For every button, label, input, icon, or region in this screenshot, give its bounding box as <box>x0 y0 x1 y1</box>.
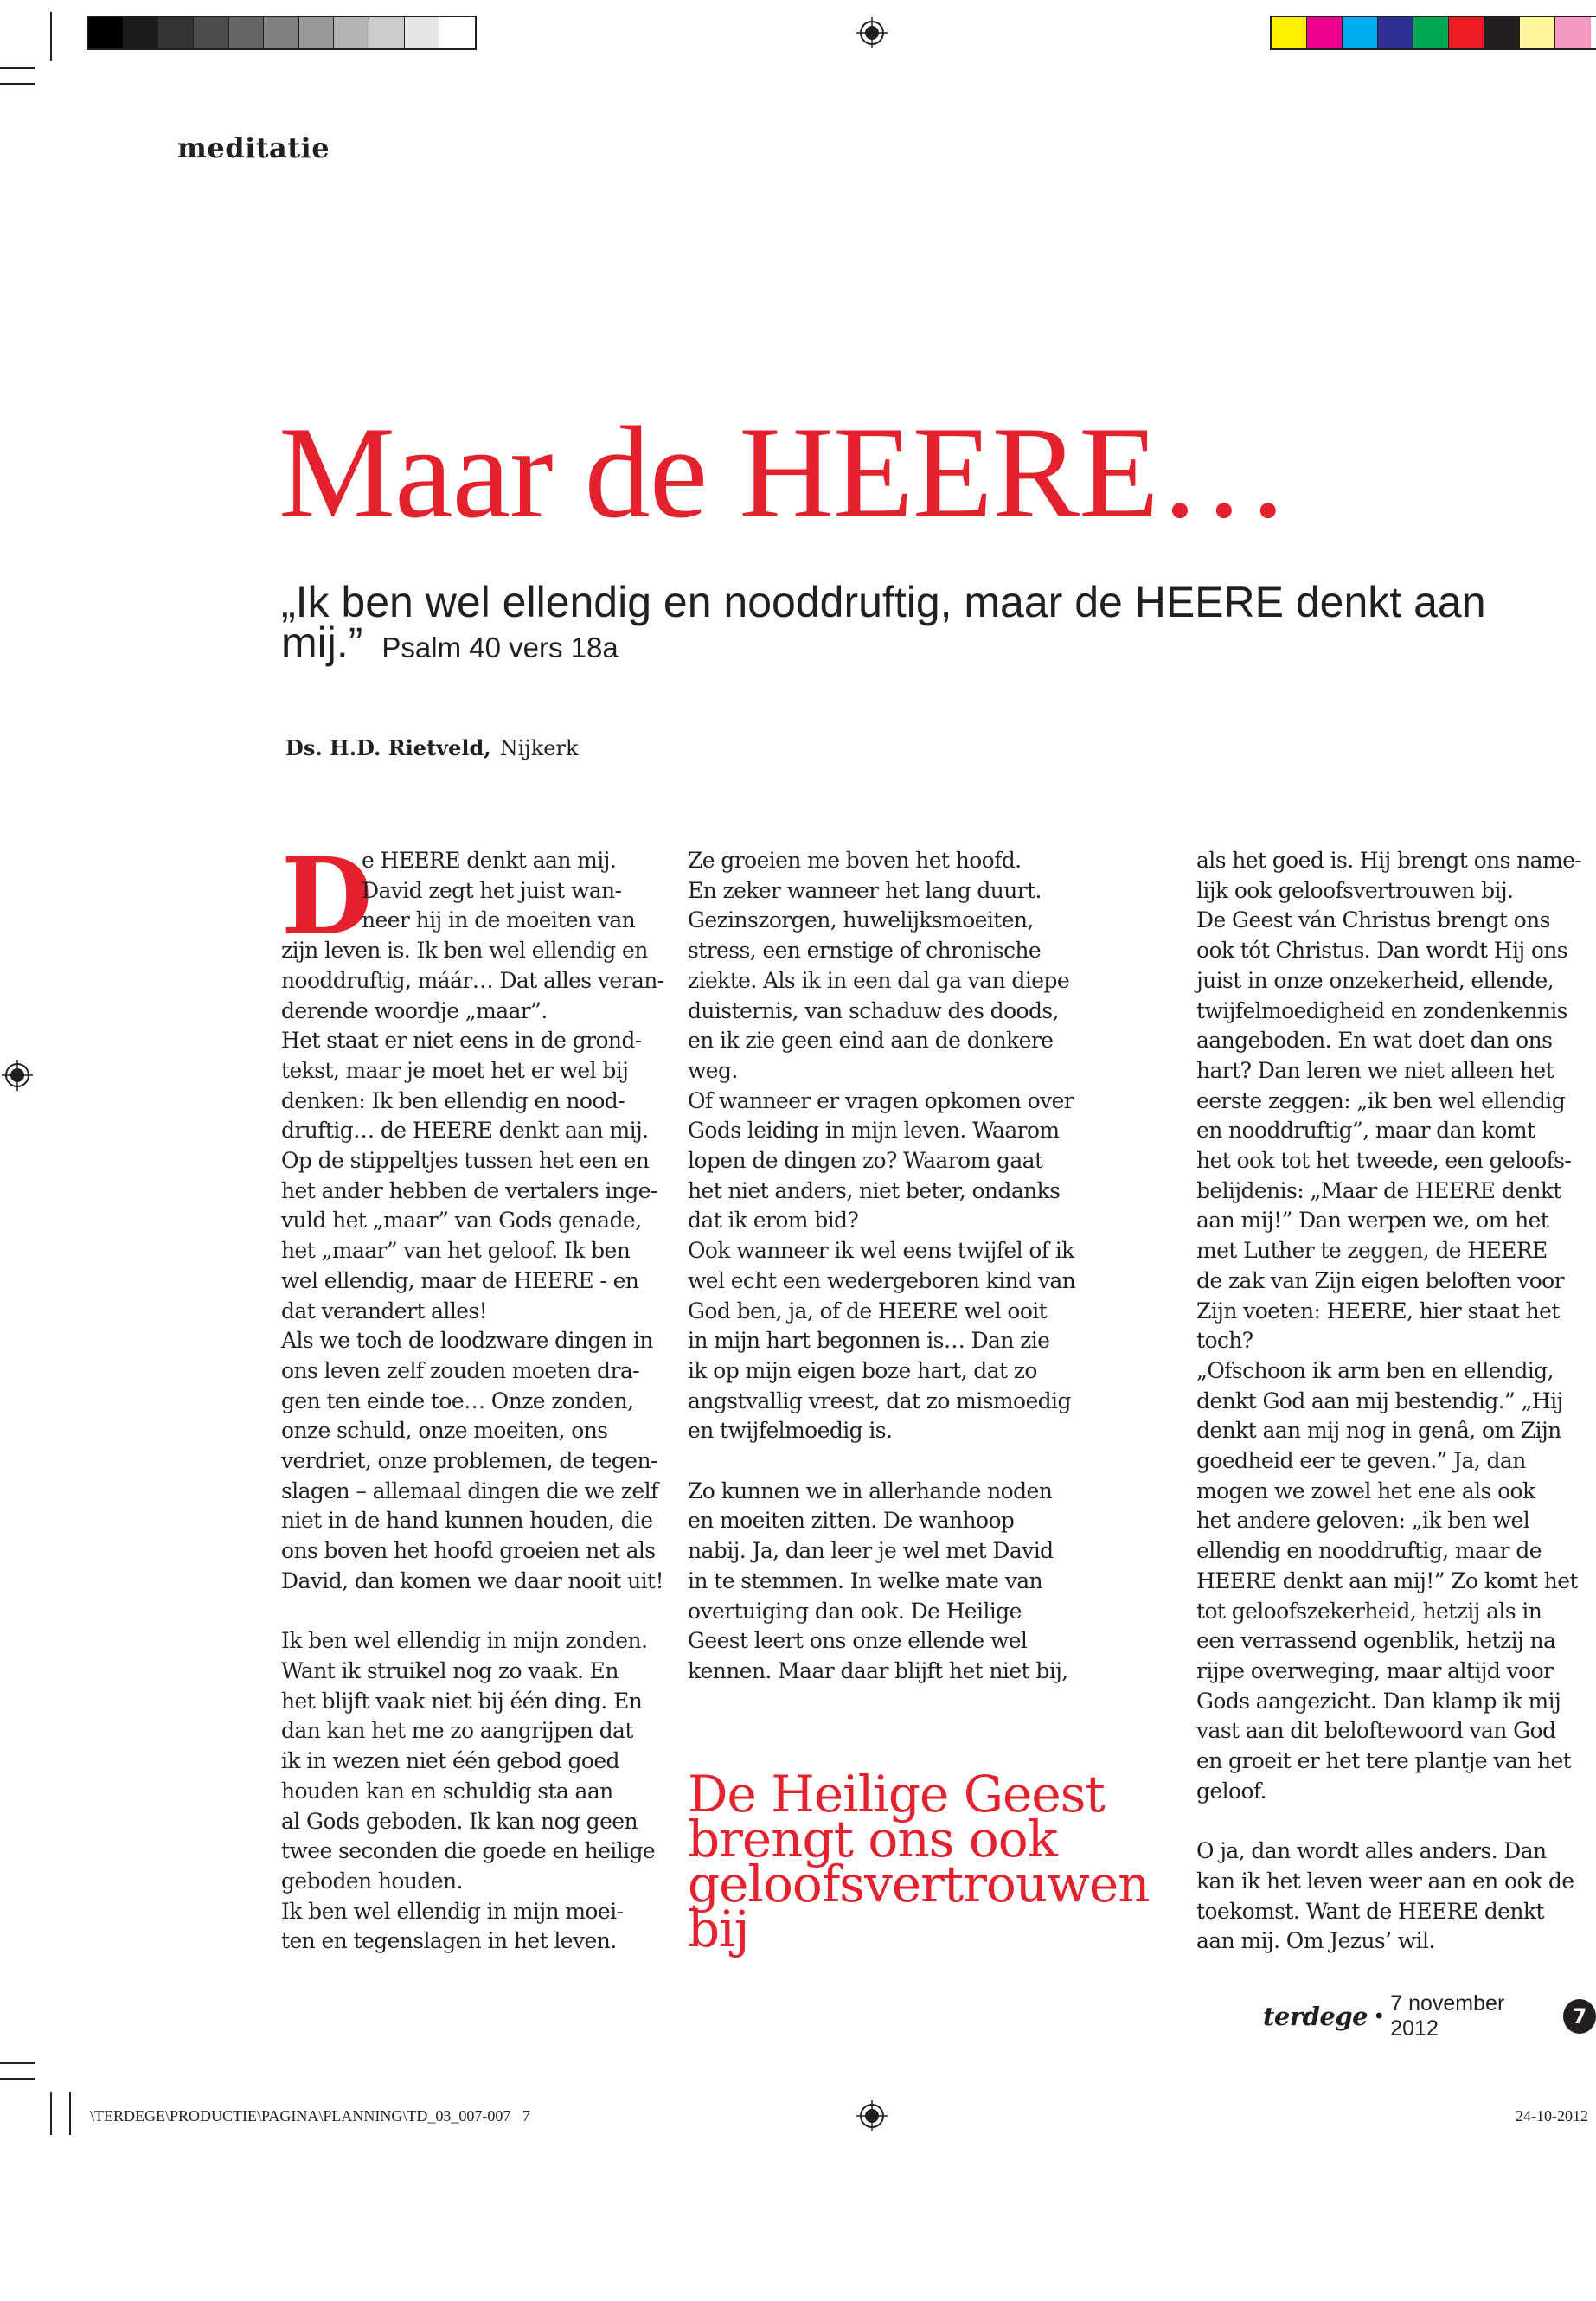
body-line: de zak van Zijn eigen beloften voor <box>1196 1267 1564 1293</box>
body-line: lijk ook geloofsvertrouwen bij. <box>1196 877 1514 903</box>
color-swatch <box>1307 17 1343 48</box>
color-swatch <box>1449 17 1484 48</box>
body-line: en moeiten zitten. De wanhoop <box>688 1508 1015 1534</box>
body-line: Gods leiding in mijn leven. Waarom <box>688 1118 1060 1144</box>
body-line: Ik ben wel ellendig in mijn zonden. <box>281 1628 648 1654</box>
intro-quote-line <box>281 619 1553 668</box>
body-line: ik op mijn eigen boze hart, dat zo <box>688 1357 1037 1383</box>
gray-swatch <box>334 17 369 48</box>
body-line: als het goed is. Hij brengt ons name- <box>1196 848 1582 873</box>
body-line: God ben, ja, of de HEERE wel ooit <box>688 1298 1048 1324</box>
body-line: het andere geloven: „ik ben wel <box>1196 1508 1530 1534</box>
gray-swatch <box>158 17 194 48</box>
crop-mark <box>0 67 35 69</box>
registration-target-icon <box>856 17 888 48</box>
body-line: David zegt het juist wan- <box>362 877 622 903</box>
body-line: goedheid eer te geven.” Ja, dan <box>1196 1448 1526 1474</box>
body-line: het ander hebben de vertalers inge- <box>281 1177 657 1203</box>
section-label: meditatie <box>177 131 330 164</box>
body-line: denkt God aan mij bestendig.” „Hij <box>1196 1388 1563 1413</box>
body-line: niet in de hand kunnen houden, die <box>281 1508 653 1534</box>
body-line: en twijfelmoedig is. <box>688 1418 893 1444</box>
body-line: derende woordje „maar”. <box>281 997 548 1023</box>
body-line: druftig… de HEERE denkt aan mij. <box>281 1118 649 1144</box>
print-slug-path: \TERDEGE\PRODUCTIE\PAGINA\PLANNING\TD_03_007-007 7 <box>90 2107 530 2125</box>
body-line: tekst, maar je moet het er wel bij <box>281 1057 629 1083</box>
body-line: Als we toch de loodzware dingen in <box>281 1328 653 1354</box>
pull-quote-line: brengt ons ook <box>688 1810 1057 1868</box>
body-line: aan mij. Om Jezus’ wil. <box>1196 1928 1435 1954</box>
page-number-badge: 7 <box>1563 1999 1596 2034</box>
body-line: vast aan dit beloftewoord van God <box>1196 1718 1556 1744</box>
body-line: Geest leert ons onze ellende wel <box>688 1628 1028 1654</box>
body-line: dat verandert alles! <box>281 1298 488 1324</box>
body-line: HEERE denkt aan mij!” Zo komt het <box>1196 1567 1578 1593</box>
body-line: ik in wezen niet één gebod goed <box>281 1748 619 1774</box>
body-line: aangeboden. En wat doet dan ons <box>1196 1028 1553 1054</box>
body-line: verdriet, onze problemen, de tegen- <box>281 1448 657 1474</box>
crop-mark <box>69 2092 71 2135</box>
body-line: en groeit er het tere plantje van het <box>1196 1748 1572 1774</box>
body-line: juist in onze onzekerheid, ellende, <box>1196 967 1554 993</box>
body-line: belijdenis: „Maar de HEERE denkt <box>1196 1177 1561 1203</box>
byline <box>285 735 579 760</box>
body-line: stress, een ernstige of chronische <box>688 938 1042 964</box>
registration-target-icon <box>2 1060 33 1091</box>
body-line: Zijn voeten: HEERE, hier staat het <box>1196 1298 1560 1324</box>
body-line: het ook tot het tweede, een geloofs- <box>1196 1148 1572 1174</box>
gray-swatch <box>439 17 475 48</box>
color-swatch <box>1555 17 1591 48</box>
body-line: ziekte. Als ik in een dal ga van diepe <box>688 967 1070 993</box>
body-line: Het staat er niet eens in de grond- <box>281 1028 642 1054</box>
body-line: twijfelmoedigheid en zondenkennis <box>1196 997 1567 1023</box>
grayscale-color-bar <box>87 16 477 50</box>
issue-date: 7 november 2012 <box>1390 1991 1505 2041</box>
body-line: overtuiging dan ook. De Heilige <box>688 1598 1022 1624</box>
body-line: toekomst. Want de HEERE denkt <box>1196 1898 1544 1924</box>
crop-mark <box>50 2092 52 2135</box>
body-line: Ook wanneer ik wel eens twijfel of ik <box>688 1238 1074 1264</box>
body-line: dat ik erom bid? <box>688 1208 859 1234</box>
body-line: een verrassend ogenblik, hetzij na <box>1196 1628 1556 1654</box>
body-line: Ik ben wel ellendig in mijn moei- <box>281 1898 624 1924</box>
body-line <box>1196 1807 1581 1837</box>
color-swatch <box>1484 17 1520 48</box>
body-line: ten en tegenslagen in het leven. <box>281 1928 617 1954</box>
gray-swatch <box>264 17 299 48</box>
body-column-1 <box>281 846 664 1957</box>
pull-quote-line: De Heilige Geest <box>688 1765 1105 1823</box>
article-title: Maar de HEERE… <box>279 400 1289 545</box>
body-line: wel echt een wedergeboren kind van <box>688 1267 1076 1293</box>
gray-swatch <box>299 17 335 48</box>
body-line <box>281 1597 664 1627</box>
color-swatch <box>1343 17 1378 48</box>
drop-cap: D <box>281 834 373 958</box>
body-line: duisternis, van schaduw des doods, <box>688 997 1059 1023</box>
body-line: Zo kunnen we in allerhande noden <box>688 1477 1053 1503</box>
body-line: mogen we zowel het ene als ook <box>1196 1477 1535 1503</box>
body-line: denkt aan mij nog in genâ, om Zijn <box>1196 1418 1561 1444</box>
color-swatch <box>1520 17 1555 48</box>
body-line: het „maar” van het geloof. Ik ben <box>281 1238 631 1264</box>
intro-quote-line: „Ik ben wel ellendig en nooddruftig, maar de HEERE denkt aan <box>281 578 1486 626</box>
body-line: toch? <box>1196 1328 1253 1354</box>
body-line: het niet anders, niet beter, ondanks <box>688 1177 1061 1203</box>
body-line: in mijn hart begonnen is… Dan zie <box>688 1328 1050 1354</box>
body-line: David, dan komen we daar nooit uit! <box>281 1567 663 1593</box>
body-line: ons boven het hoofd groeien net als <box>281 1538 656 1564</box>
intro-quote-end: mij.” <box>281 619 363 667</box>
body-line: Want ik struikel nog zo vaak. En <box>281 1657 619 1683</box>
magazine-logo: terdege <box>1263 2002 1368 2031</box>
body-column-2 <box>688 846 1075 1687</box>
crop-mark <box>0 83 35 85</box>
body-line: ook tót Christus. Dan wordt Hij ons <box>1196 938 1568 964</box>
body-line: het blijft vaak niet bij één ding. En <box>281 1688 643 1714</box>
body-line: geloof. <box>1196 1778 1267 1804</box>
gray-swatch <box>405 17 440 48</box>
body-line: dan kan het me zo aangrijpen dat <box>281 1718 633 1744</box>
body-line: Op de stippeltjes tussen het een en <box>281 1148 650 1174</box>
gray-swatch <box>229 17 265 48</box>
body-line: ellendig en nooddruftig, maar de <box>1196 1538 1542 1564</box>
body-line: „Ofschoon ik arm ben en ellendig, <box>1196 1357 1554 1383</box>
print-slug-date: 24-10-2012 <box>1516 2107 1588 2125</box>
body-line: kennen. Maar daar blijft het niet bij, <box>688 1657 1068 1683</box>
intro-quote <box>281 578 1553 668</box>
body-line: en ik zie geen eind aan de donkere <box>688 1028 1054 1054</box>
body-line: in te stemmen. In welke mate van <box>688 1567 1043 1593</box>
body-line: Gods aangezicht. Dan klamp ik mij <box>1196 1688 1561 1714</box>
body-line: houden kan en schuldig sta aan <box>281 1778 613 1804</box>
body-line: ons leven zelf zouden moeten dra- <box>281 1357 639 1383</box>
author-place: Nijkerk <box>499 736 579 760</box>
body-line: nabij. Ja, dan leer je wel met David <box>688 1538 1054 1564</box>
process-color-bar <box>1270 16 1596 50</box>
body-line: Ze groeien me boven het hoofd. <box>688 848 1022 873</box>
body-line: geboden houden. <box>281 1868 463 1894</box>
body-line: angstvallig vreest, dat zo mismoedig <box>688 1388 1071 1413</box>
crop-mark <box>0 2062 35 2064</box>
pull-quote <box>688 1765 1150 1958</box>
body-line: De Geest ván Christus brengt ons <box>1196 907 1550 933</box>
body-line: aan mij!” Dan werpen we, om het <box>1196 1208 1549 1234</box>
crop-mark <box>50 12 52 61</box>
body-line: en nooddruftig”, maar dan komt <box>1196 1118 1535 1144</box>
body-line: Gezinszorgen, huwelijksmoeiten, <box>688 907 1034 933</box>
bible-reference: Psalm 40 vers 18a <box>381 631 619 663</box>
body-line: hart? Dan leren we niet alleen het <box>1196 1057 1554 1083</box>
page-footer <box>1263 1991 1596 2041</box>
body-line: nooddruftig, máár… Dat alles veran- <box>281 967 664 993</box>
body-line: lopen de dingen zo? Waarom gaat <box>688 1148 1043 1174</box>
body-line: Of wanneer er vragen opkomen over <box>688 1087 1074 1113</box>
gray-swatch <box>369 17 405 48</box>
body-line: vuld het „maar” van Gods genade, <box>281 1208 642 1234</box>
body-line: En zeker wanneer het lang duurt. <box>688 877 1042 903</box>
color-swatch <box>1378 17 1413 48</box>
author-name: Ds. H.D. Rietveld, <box>285 735 491 760</box>
pull-quote-line: bij <box>688 1900 749 1958</box>
body-line: al Gods geboden. Ik kan nog geen <box>281 1808 638 1834</box>
pull-quote-line: geloofsvertrouwen <box>688 1855 1150 1913</box>
color-swatch <box>1272 17 1307 48</box>
gray-swatch <box>194 17 229 48</box>
body-column-3 <box>1196 846 1581 1957</box>
body-line: twee seconden die goede en heilige <box>281 1838 656 1864</box>
body-line: denken: Ik ben ellendig en nood- <box>281 1087 625 1113</box>
body-line: neer hij in de moeiten van <box>362 907 636 933</box>
body-line: slagen – allemaal dingen die we zelf <box>281 1477 658 1503</box>
body-line: eerste zeggen: „ik ben wel ellendig <box>1196 1087 1566 1113</box>
gray-swatch <box>124 17 159 48</box>
body-line: rijpe overweging, maar altijd voor <box>1196 1657 1554 1683</box>
body-line: kan ik het leven weer aan en ook de <box>1196 1868 1574 1894</box>
body-line: onze schuld, onze moeiten, ons <box>281 1418 608 1444</box>
body-line: e HEERE denkt aan mij. <box>362 848 617 873</box>
crop-mark <box>0 2078 35 2080</box>
body-line: wel ellendig, maar de HEERE - en <box>281 1267 639 1293</box>
body-line: O ja, dan wordt alles anders. Dan <box>1196 1838 1547 1864</box>
registration-target-icon <box>856 2100 888 2131</box>
body-line: gen ten einde toe… Onze zonden, <box>281 1388 634 1413</box>
body-line <box>688 1446 1075 1477</box>
footer-bullet: • <box>1373 2004 1386 2029</box>
gray-swatch <box>88 17 124 48</box>
color-swatch <box>1413 17 1449 48</box>
body-line: met Luther te zeggen, de HEERE <box>1196 1238 1548 1264</box>
body-line: zijn leven is. Ik ben wel ellendig en <box>281 938 648 964</box>
body-line: weg. <box>688 1057 738 1083</box>
body-line: tot geloofszekerheid, hetzij als in <box>1196 1598 1542 1624</box>
